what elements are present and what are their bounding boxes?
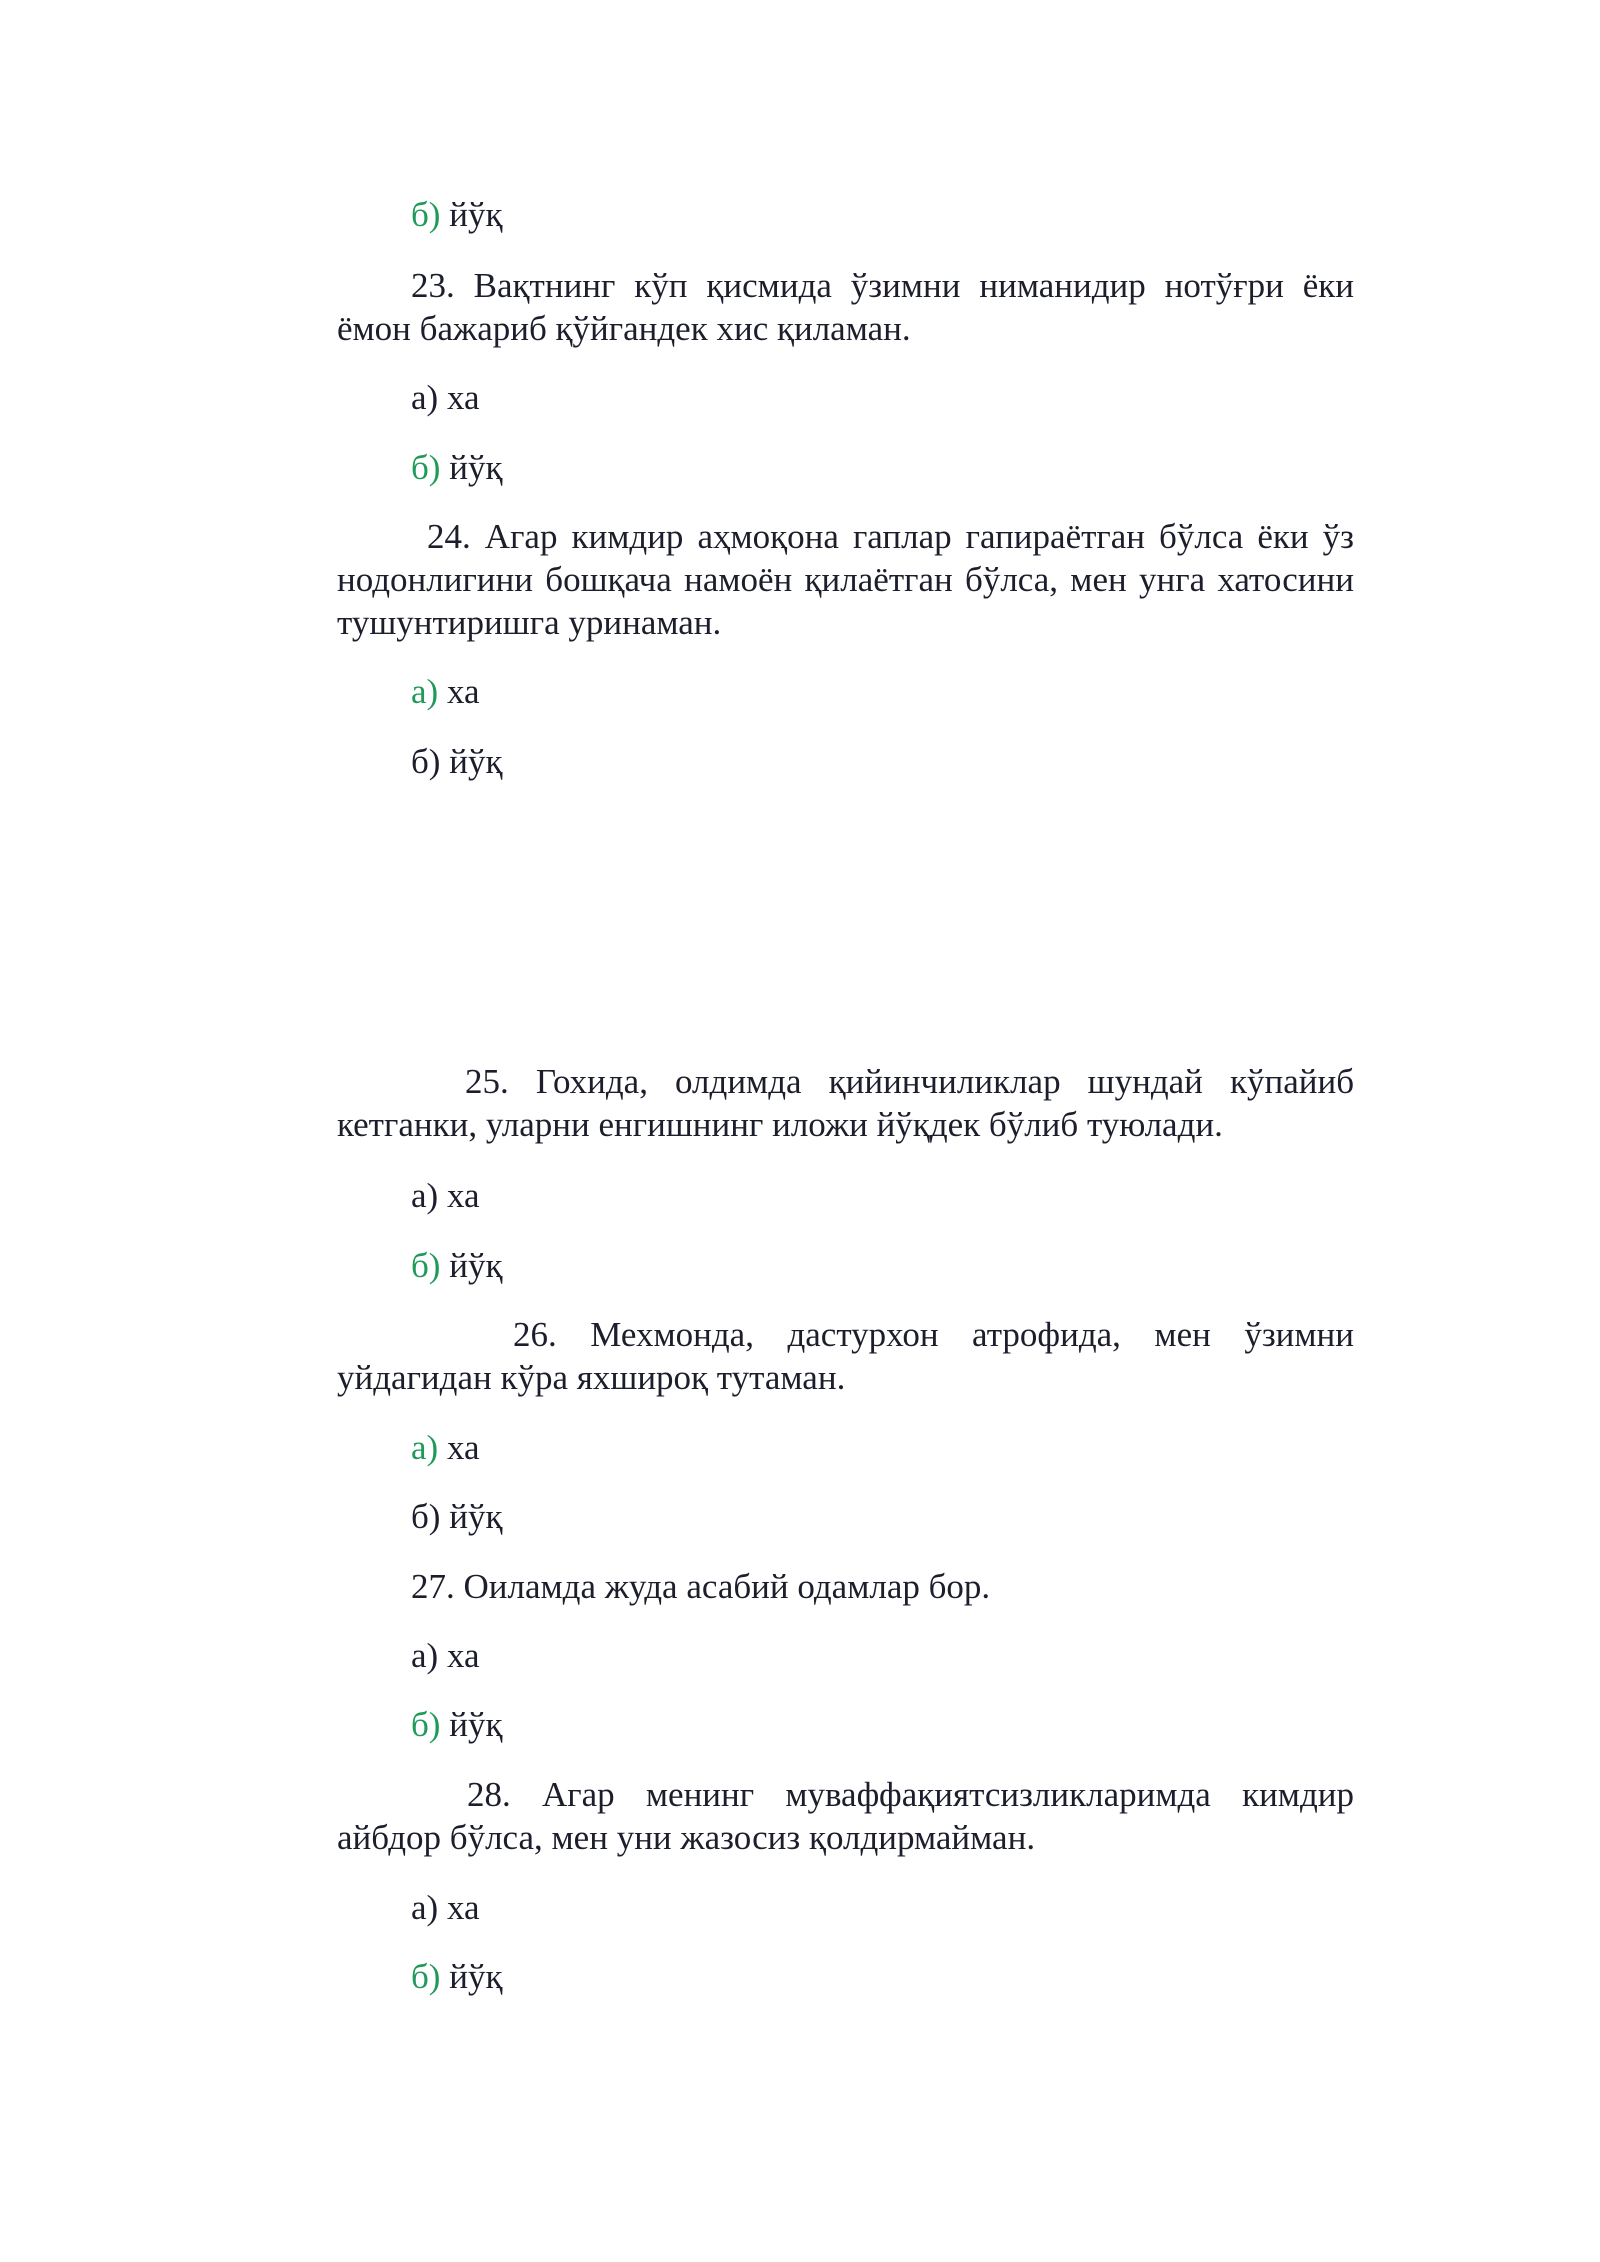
option-letter: а): [411, 1428, 439, 1467]
prev-question-option-b: [411, 193, 502, 236]
question-26: [337, 1313, 1354, 1399]
question-23-option-b: [411, 446, 502, 489]
question-number: 25.: [465, 1062, 509, 1101]
option-text: ха: [446, 1176, 480, 1215]
option-text: ха: [446, 1888, 480, 1927]
question-25-option-b: [411, 1244, 502, 1287]
option-letter: б): [411, 742, 441, 781]
option-text: йўқ: [449, 1246, 503, 1285]
option-letter: б): [411, 1497, 441, 1536]
question-23: [337, 264, 1354, 350]
option-letter: б): [411, 1246, 441, 1285]
question-27-option-b: [411, 1703, 502, 1746]
question-number: 27.: [411, 1567, 455, 1606]
option-letter: а): [411, 1636, 439, 1675]
question-24-option-b: [411, 740, 502, 783]
question-26-option-b: [411, 1495, 502, 1538]
option-text: йўқ: [449, 742, 503, 781]
option-text: йўқ: [449, 1957, 503, 1996]
option-letter: а): [411, 1888, 439, 1927]
option-text: ха: [446, 378, 480, 417]
question-28-option-a: [411, 1886, 480, 1929]
question-text: Мехмонда, дастурхон атрофида, мен ўзимни уйдагидан кўра яхшироқ тутаман.: [337, 1315, 1354, 1397]
option-letter: а): [411, 378, 439, 417]
option-text: ха: [446, 1428, 480, 1467]
option-letter: б): [411, 1705, 441, 1744]
question-text: Агар менинг муваффақиятсизликларимда кимдир айбдор бўлса, мен уни жазосиз қолдирмайман.: [337, 1775, 1354, 1857]
question-number: 28.: [467, 1775, 511, 1814]
question-25-option-a: [411, 1174, 480, 1217]
option-letter: б): [411, 448, 441, 487]
question-text: Оиламда жуда асабий одамлар бор.: [463, 1567, 991, 1606]
option-letter: а): [411, 672, 439, 711]
option-text: йўқ: [449, 195, 503, 234]
question-number: 23.: [411, 266, 455, 305]
option-text: йўқ: [449, 1497, 503, 1536]
option-text: ха: [446, 1636, 480, 1675]
question-text: Вақтнинг кўп қисмида ўзимни ниманидир нотўғри ёки ёмон бажариб қўйгандек хис қиламан.: [337, 266, 1354, 348]
question-24-option-a: [411, 670, 480, 713]
question-26-option-a: [411, 1426, 480, 1469]
option-text: йўқ: [449, 1705, 503, 1744]
question-25: [337, 1060, 1354, 1146]
question-27: [337, 1565, 1354, 1608]
option-text: ха: [446, 672, 480, 711]
option-letter: б): [411, 1957, 441, 1996]
question-28-option-b: [411, 1955, 502, 1998]
question-number: 26.: [513, 1315, 557, 1354]
question-27-option-a: [411, 1634, 480, 1677]
question-text: Агар кимдир аҳмоқона гаплар гапираётган бўлса ёки ўз нодонлигини бошқача намоён қилаётган бўлса, мен унга хатосини тушунтиришга уринаман.: [337, 517, 1354, 642]
question-text: Гохида, олдимда қийинчиликлар шундай кўпайиб кетганки, уларни енгишнинг иложи йўқдек бўлиб туюлади.: [337, 1062, 1354, 1144]
question-number: 24.: [427, 517, 471, 556]
question-24: [337, 515, 1354, 644]
option-letter: б): [411, 195, 441, 234]
question-28: [337, 1773, 1354, 1859]
question-23-option-a: [411, 376, 480, 419]
option-text: йўқ: [449, 448, 503, 487]
option-letter: а): [411, 1176, 439, 1215]
